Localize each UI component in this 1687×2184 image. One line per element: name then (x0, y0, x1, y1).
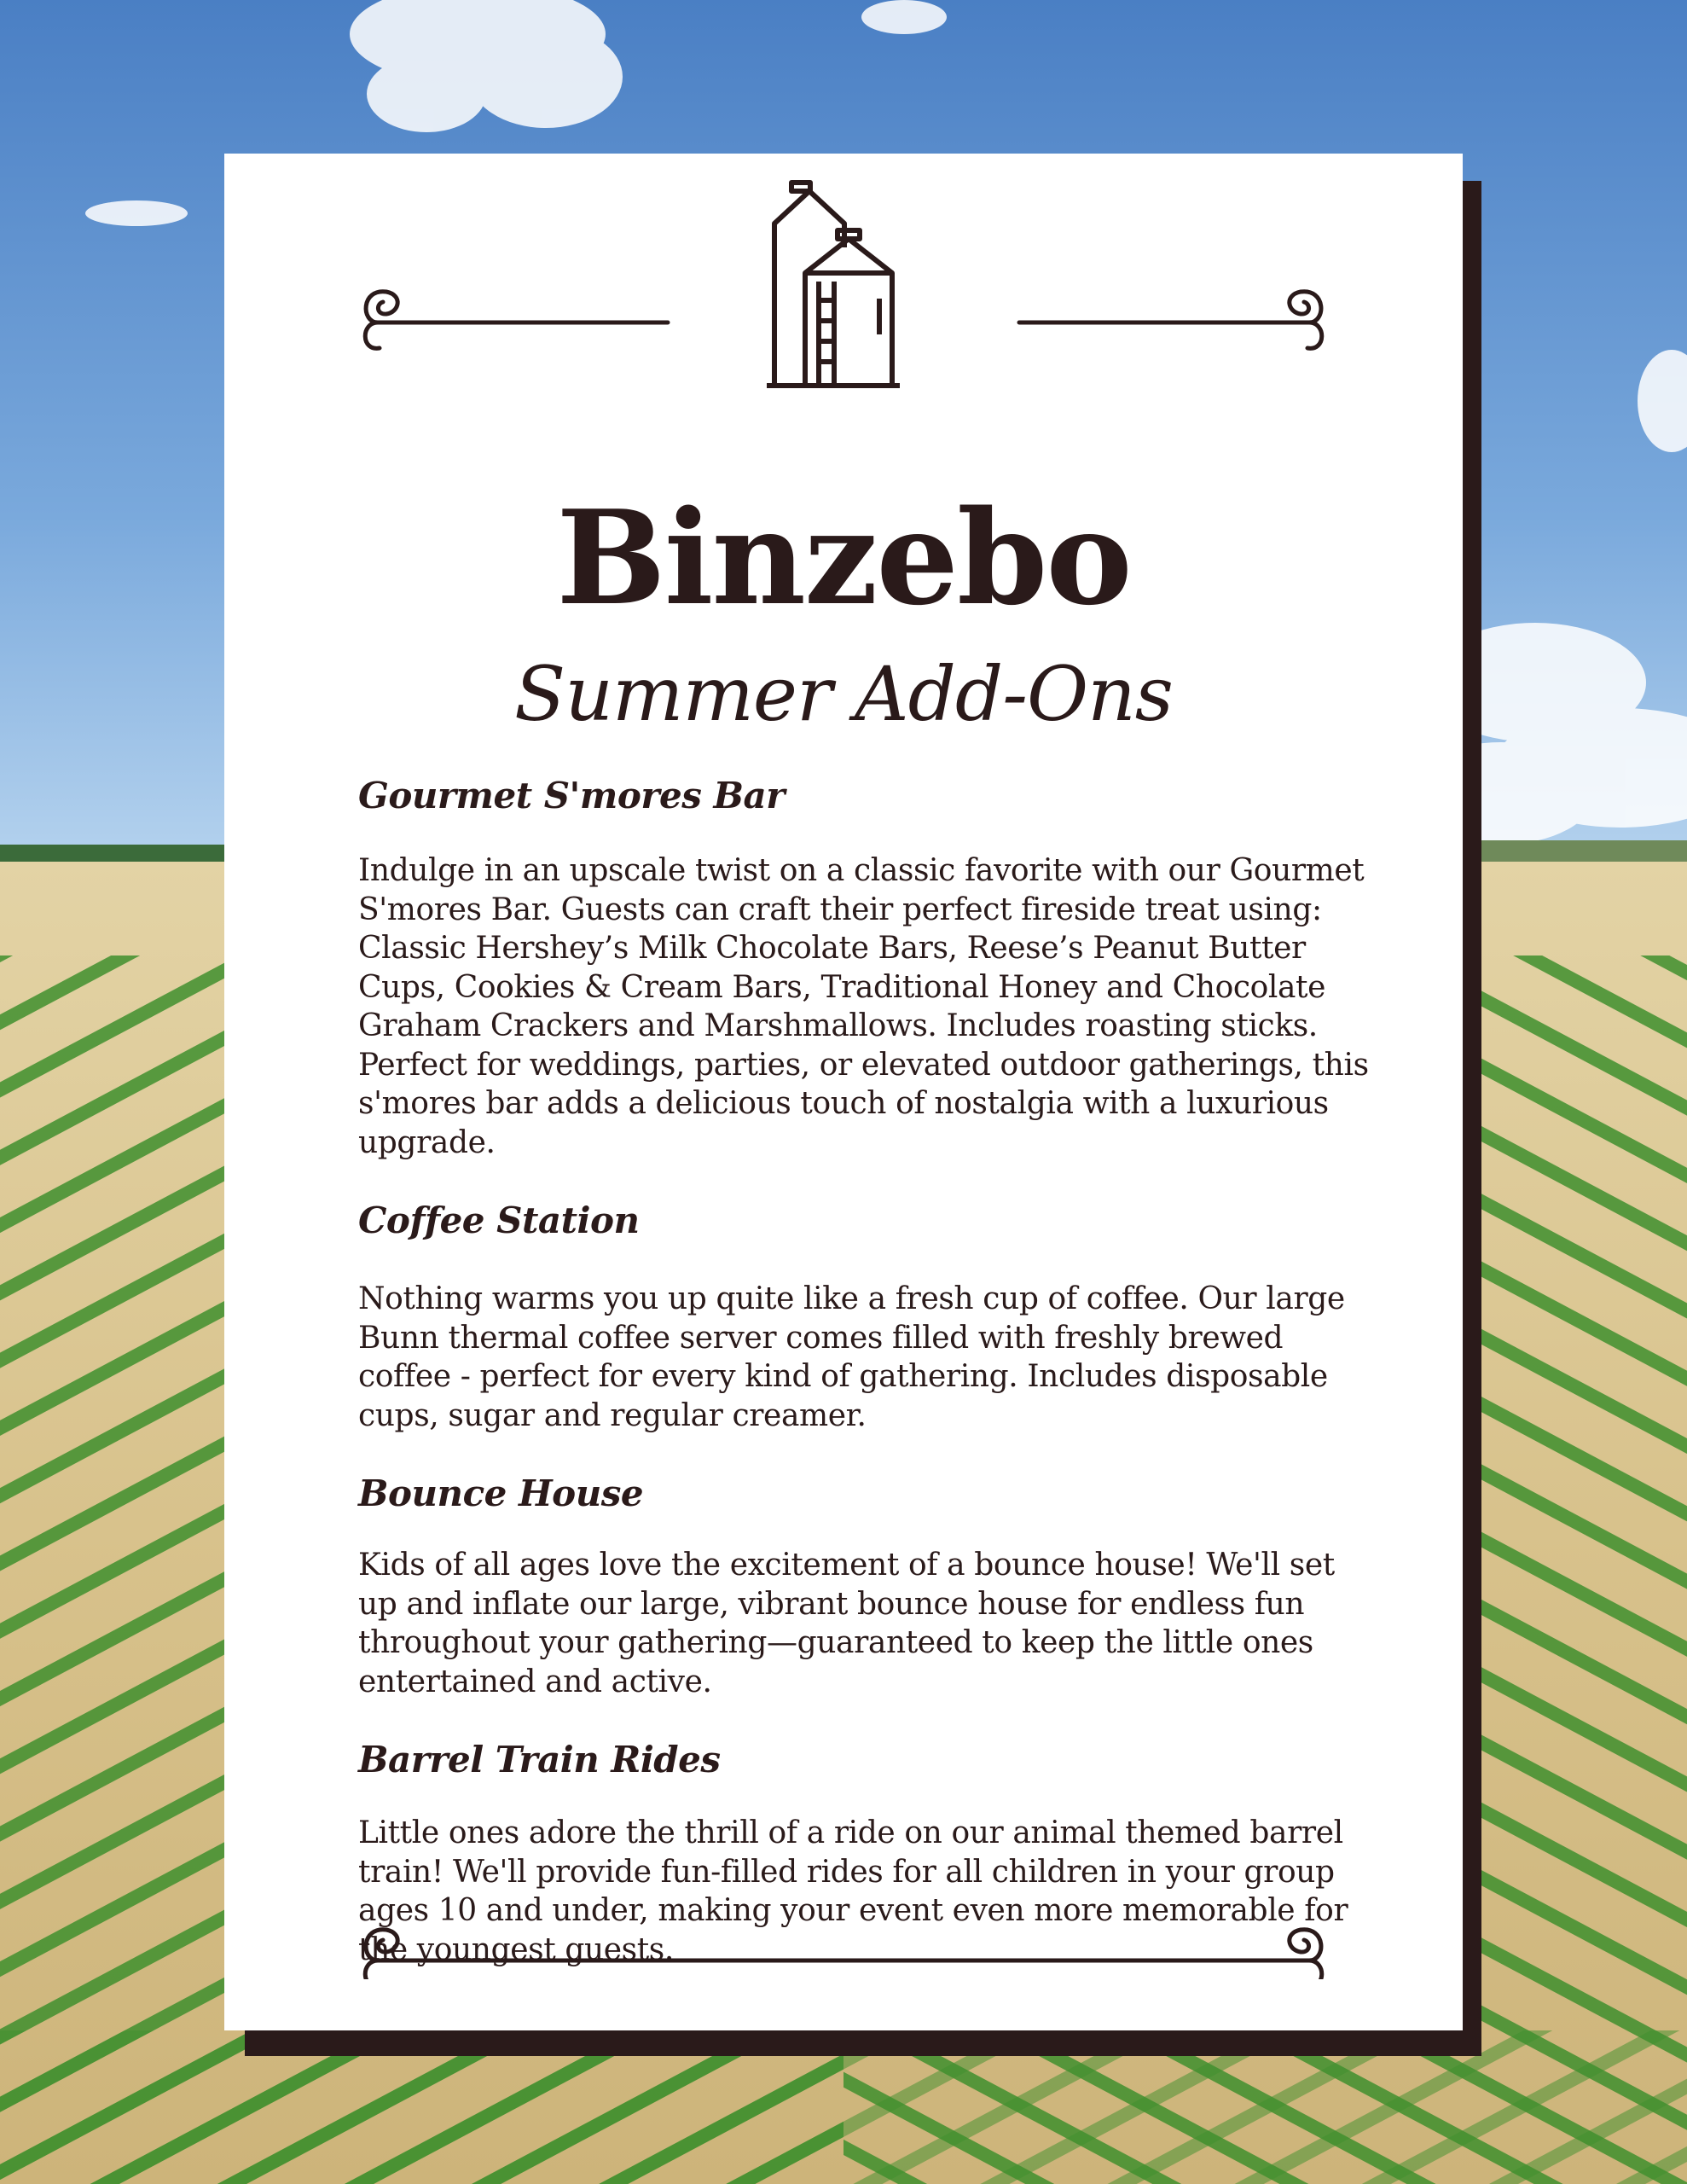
addons-list (358, 770, 1377, 1969)
grain-silo-icon (767, 183, 900, 386)
section-title-bounce-house: Bounce House (358, 1472, 644, 1514)
section-body-smores: Indulge in an upscale twist on a classic favorite with our Gourmet S'mores Bar. Guests can craft their perfect fireside treat using: Classic Hershey’s Milk Chocolate Bars, Reese’s Peanut Butter Cups, Cookies & Cream Bars, Traditional Honey and Chocolate Graham Crackers and Marshmallows. Includes roasting sticks. Perfect for weddings, parties, or elevated outdoor gatherings, this s'mores bar adds a delicious touch of nostalgia with a luxurious upgrade. (358, 853, 1369, 1160)
section-title-barrel-train: Barrel Train Rides (358, 1739, 721, 1780)
section-body-coffee: Nothing warms you up quite like a fresh cup of coffee. Our large Bunn thermal coffee server comes filled with freshly brewed coffee - perfect for every kind of gathering. Includes disposable cups, sugar and regular creamer. (358, 1281, 1345, 1433)
section-title-smores: Gourmet S'mores Bar (358, 775, 785, 816)
brand-name: Binzebo (556, 481, 1131, 634)
scroll-flourish-icon (365, 1930, 1322, 1979)
top-ornament (224, 154, 1463, 495)
content-card (224, 154, 1463, 2030)
page-subtitle: Summer Add-Ons (514, 650, 1173, 738)
section-title-coffee: Coffee Station (358, 1199, 640, 1241)
section-body-barrel-train: Little ones adore the thrill of a ride on our animal themed barrel train! We'll provide fun-filled rides for all children in your group ages 10 and under, making your event even more memorable for the youngest guests. (358, 1815, 1348, 1967)
bottom-ornament (224, 1877, 1463, 1979)
section-body-bounce-house: Kids of all ages love the excitement of a bounce house! We'll set up and inflate our large, vibrant bounce house for endless fun throughout your gathering—guaranteed to keep the little ones entertained and active. (358, 1548, 1335, 1699)
scroll-flourish-icon (365, 292, 1322, 349)
